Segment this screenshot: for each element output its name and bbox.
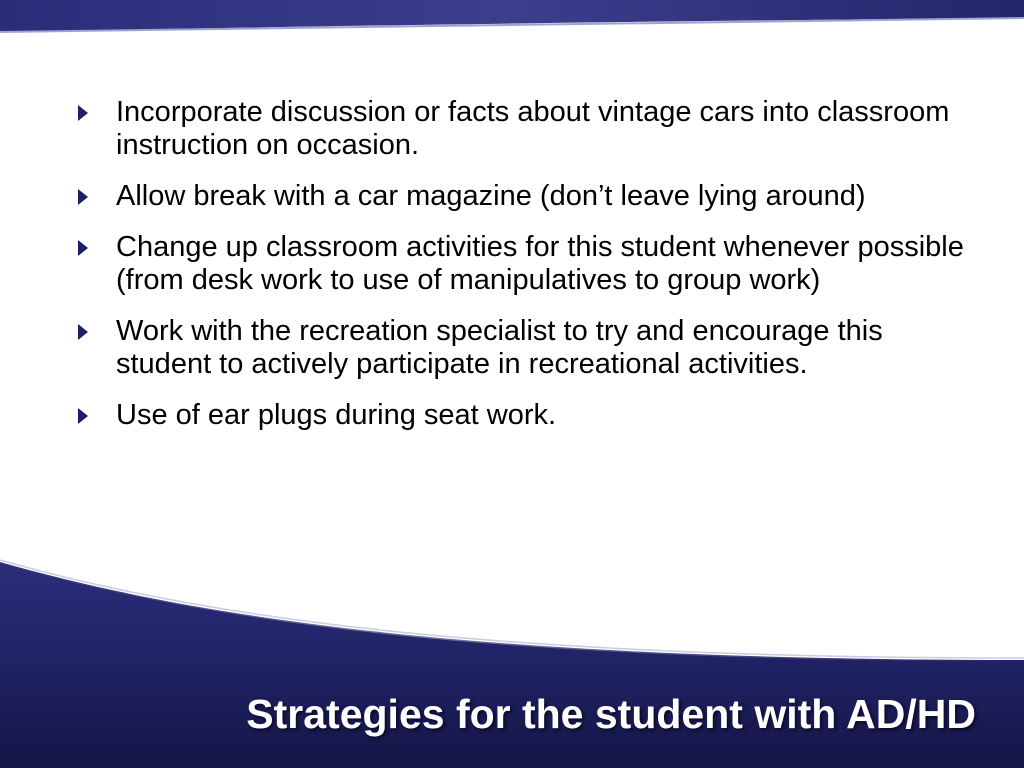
top-band (0, 0, 1024, 32)
triangle-right-icon (78, 240, 88, 256)
bullet-text: Use of ear plugs during seat work. (116, 399, 557, 431)
triangle-right-icon (78, 408, 88, 424)
triangle-right-icon (78, 324, 88, 340)
bullet-item (74, 315, 974, 381)
triangle-right-icon (78, 189, 88, 205)
bullet-text: Change up classroom activities for this student whenever possible (from desk work to use of manipulatives to group work) (116, 231, 964, 296)
bullet-item (74, 231, 974, 297)
bullet-item (74, 180, 974, 213)
bullet-item (74, 399, 974, 432)
bullet-text: Work with the recreation specialist to try and encourage this student to actively participate in recreational activities. (116, 315, 883, 380)
triangle-right-icon (78, 105, 88, 121)
bullet-text: Allow break with a car magazine (don’t leave lying around) (116, 180, 866, 212)
bullet-item (74, 96, 974, 162)
slide-title: Strategies for the student with AD/HD (246, 691, 976, 737)
bullet-text: Incorporate discussion or facts about vintage cars into classroom instruction on occasion. (116, 96, 950, 161)
bullet-list (74, 96, 974, 450)
